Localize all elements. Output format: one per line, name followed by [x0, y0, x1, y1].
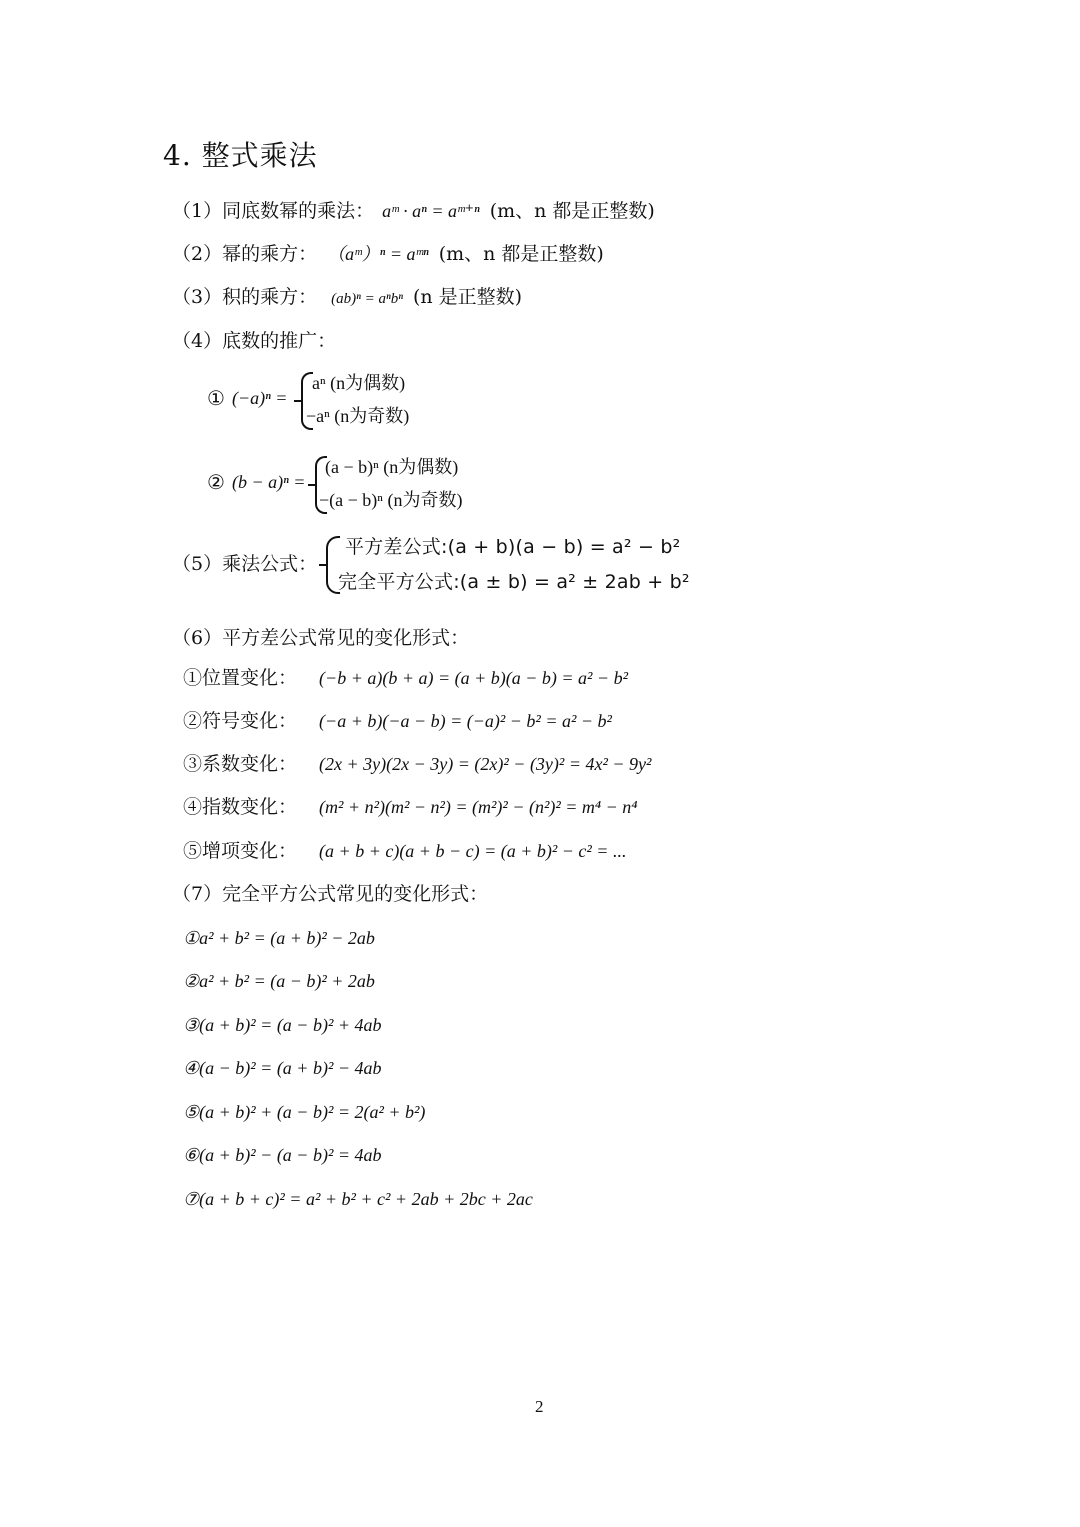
case-2-number: ② — [207, 470, 225, 494]
case-2-row-1: (a − b)ⁿ (n为偶数) — [325, 457, 459, 477]
case-1-row-1: aⁿ (n为偶数) — [312, 373, 406, 393]
page-number: 2 — [535, 1397, 544, 1416]
item-5-row-2: 完全平方公式:(a ± b) = a² ± 2ab + b² — [338, 571, 690, 593]
item-6-row-5-formula: (a + b + c)(a + b − c) = (a + b)² − c² = ... — [319, 841, 627, 861]
item-6-row-3 — [183, 749, 651, 779]
case-2-left-expression: (b − a)ⁿ = — [232, 472, 306, 492]
item-3-line — [172, 282, 522, 312]
item-5-row-1: 平方差公式:(a + b)(a − b) = a² − b² — [345, 536, 681, 558]
section-title: 4. 整式乘法 — [163, 139, 318, 172]
case-1-row-2: −aⁿ (n为奇数) — [306, 406, 410, 426]
item-6-row-5-label: ⑤增项变化： — [183, 840, 298, 862]
item-6-row-3-formula: (2x + 3y)(2x − 3y) = (2x)² − (3y)² = 4x² − 9y² — [319, 754, 652, 774]
item-7-row-6: ⑥(a + b)² − (a − b)² = 4ab — [183, 1145, 382, 1165]
item-6-row-4-label: ④指数变化： — [183, 796, 298, 818]
item-6-row-4-formula: (m² + n²)(m² − n²) = (m²)² − (n²)² = m⁴ − n⁴ — [319, 797, 638, 817]
item-6-row-5 — [183, 836, 626, 866]
item-1-formula: aᵐ · aⁿ = aᵐ⁺ⁿ — [382, 201, 480, 221]
item-6-row-2 — [183, 706, 612, 736]
item-5-label: （5）乘法公式： — [172, 553, 318, 575]
item-7-row-2: ②a² + b² = (a − b)² + 2ab — [183, 971, 375, 991]
item-7-row-4: ④(a − b)² = (a + b)² − 4ab — [183, 1058, 382, 1078]
item-3-label: （3）积的乘方： — [172, 286, 318, 308]
item-1-line — [172, 196, 655, 226]
item-3-formula: (ab)ⁿ = aⁿbⁿ — [331, 291, 403, 307]
item-6-label: （6）平方差公式常见的变化形式： — [172, 627, 470, 649]
item-7-label: （7）完全平方公式常见的变化形式： — [172, 883, 489, 905]
case-2-row-2: −(a − b)ⁿ (n为奇数) — [319, 490, 463, 510]
item-7-row-5: ⑤(a + b)² + (a − b)² = 2(a² + b²) — [183, 1102, 426, 1122]
item-2-label: （2）幂的乘方： — [172, 243, 318, 265]
item-3-note: (n 是正整数) — [412, 286, 523, 308]
item-1-label: （1）同底数幂的乘法： — [172, 200, 375, 222]
item-2-note: (m、n 都是正整数) — [438, 243, 604, 265]
item-7-row-7: ⑦(a + b + c)² = a² + b² + c² + 2ab + 2bc + 2ac — [183, 1189, 533, 1209]
item-6-row-2-label: ②符号变化： — [183, 710, 298, 732]
item-6-row-4 — [183, 792, 638, 822]
item-2-formula: （aᵐ）ⁿ = aᵐⁿ — [327, 244, 429, 264]
item-6-row-1-label: ①位置变化： — [183, 667, 298, 689]
item-2-line — [172, 239, 604, 269]
item-4-case-2 — [207, 457, 497, 530]
case-1-number: ① — [207, 386, 225, 410]
item-1-note: (m、n 都是正整数) — [489, 200, 655, 222]
item-7-row-3: ③(a + b)² = (a − b)² + 4ab — [183, 1015, 382, 1035]
item-6-row-1-formula: (−b + a)(b + a) = (a + b)(a − b) = a² − b² — [319, 668, 628, 688]
item-4-case-1 — [207, 373, 467, 446]
item-4-label: （4）底数的推广： — [172, 330, 337, 352]
case-1-left-expression: (−a)ⁿ = — [232, 388, 288, 408]
item-6-row-2-formula: (−a + b)(−a − b) = (−a)² − b² = a² − b² — [319, 711, 612, 731]
item-6-row-1 — [183, 663, 628, 693]
item-6-row-3-label: ③系数变化： — [183, 753, 298, 775]
item-7-row-1: ①a² + b² = (a + b)² − 2ab — [183, 928, 375, 948]
